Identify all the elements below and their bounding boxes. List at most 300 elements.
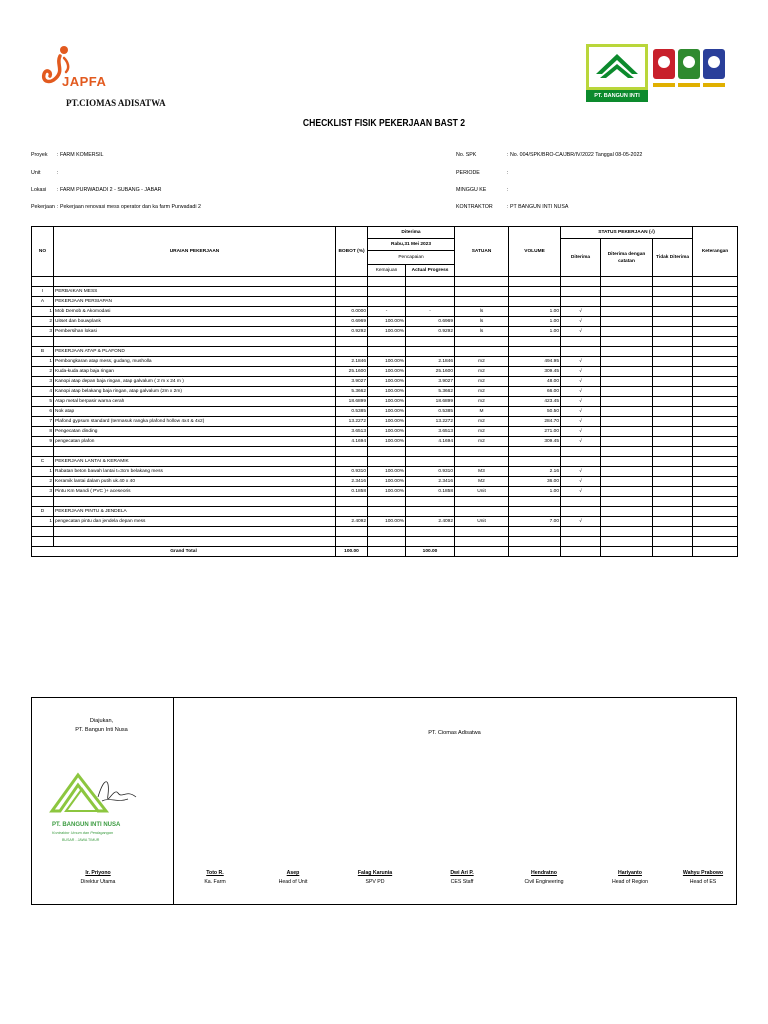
cell-no: 1 — [32, 307, 54, 317]
signatory-role: Ka. Farm — [204, 879, 226, 885]
cell-no: D — [32, 507, 54, 517]
table-row — [32, 517, 738, 527]
cell-bobot — [336, 527, 368, 537]
cell-volume: 1.00 — [509, 487, 561, 497]
cell-status-catatan — [601, 407, 653, 417]
cell-keterangan — [693, 527, 738, 537]
table-row — [32, 487, 738, 497]
cell-volume: 494.95 — [509, 357, 561, 367]
cell-kemajuan — [368, 447, 406, 457]
cell-kemajuan: 100.00% — [368, 477, 406, 487]
cell-kemajuan — [368, 337, 406, 347]
cell-actual: 3.6513 — [406, 427, 455, 437]
grand-total-label: Grand Total — [32, 547, 336, 557]
section-row — [32, 287, 738, 297]
blank-row — [32, 537, 738, 547]
cell-status-catatan — [601, 307, 653, 317]
cell-description — [54, 527, 336, 537]
cell-empty — [601, 547, 653, 557]
table-row — [32, 477, 738, 487]
signature-divider — [173, 698, 174, 904]
cell-volume: 1.00 — [509, 317, 561, 327]
cell-no: 1 — [32, 517, 54, 527]
cell-satuan: m2 — [455, 367, 509, 377]
table-header — [32, 227, 738, 277]
table-row — [32, 387, 738, 397]
cell-status-diterima: √ — [561, 307, 601, 317]
cell-actual: 13.2272 — [406, 417, 455, 427]
cell-no: 8 — [32, 427, 54, 437]
cell-satuan: ls — [455, 307, 509, 317]
cell-description: PEKERJAAN PINTU & JENDELA — [54, 507, 336, 517]
cell-keterangan — [693, 447, 738, 457]
cell-actual: - — [406, 307, 455, 317]
cell-status-tidak — [653, 357, 693, 367]
cell-satuan: m2 — [455, 437, 509, 447]
cell-actual — [406, 537, 455, 547]
cell-status-catatan — [601, 367, 653, 377]
cell-status-diterima — [561, 527, 601, 537]
cell-status-diterima: √ — [561, 377, 601, 387]
cell-bobot: 0.9292 — [336, 327, 368, 337]
cell-kemajuan — [368, 347, 406, 357]
cell-status-tidak — [653, 387, 693, 397]
cell-status-diterima — [561, 497, 601, 507]
cell-satuan: m2 — [455, 397, 509, 407]
submitted-label: Diajukan, — [89, 718, 114, 724]
cell-kemajuan: 100.00% — [368, 317, 406, 327]
cell-status-catatan — [601, 357, 653, 367]
table-row — [32, 357, 738, 367]
cell-actual — [406, 277, 455, 287]
cell-keterangan — [693, 317, 738, 327]
stamp-line-1: Kontraktor Umum dan Perdagangan — [52, 831, 113, 835]
cell-status-diterima: √ — [561, 397, 601, 407]
cell-actual: 25.1600 — [406, 367, 455, 377]
table-row — [32, 397, 738, 407]
cell-bobot — [336, 297, 368, 307]
cell-bobot: 18.6899 — [336, 397, 368, 407]
cell-description: PERBAIKAN MESS — [54, 287, 336, 297]
cell-kemajuan: 100.00% — [368, 327, 406, 337]
cell-actual — [406, 497, 455, 507]
cell-no: 6 — [32, 407, 54, 417]
cell-kemajuan: 100.00% — [368, 367, 406, 377]
cell-keterangan — [693, 507, 738, 517]
cell-status-catatan — [601, 377, 653, 387]
cell-actual — [406, 337, 455, 347]
cell-keterangan — [693, 297, 738, 307]
cell-actual — [406, 447, 455, 457]
cell-bobot: 0.9310 — [336, 467, 368, 477]
cell-volume: 423.45 — [509, 397, 561, 407]
cell-status-tidak — [653, 297, 693, 307]
blank-row — [32, 447, 738, 457]
cell-no: 7 — [32, 417, 54, 427]
cell-bobot: 25.1600 — [336, 367, 368, 377]
cell-bobot — [336, 447, 368, 457]
cell-keterangan — [693, 477, 738, 487]
cell-description: PEKERJAAN ATAP & PLAFOND — [54, 347, 336, 357]
grand-total-bobot: 100.00 — [336, 547, 368, 557]
cell-satuan: ls — [455, 317, 509, 327]
cell-kemajuan: 100.00% — [368, 387, 406, 397]
cell-keterangan — [693, 397, 738, 407]
signatory-name: Toto R. — [206, 870, 224, 876]
cell-keterangan — [693, 457, 738, 467]
contractor-logo-caption: PT. BANGUN INTI NUSA — [586, 90, 648, 102]
section-row — [32, 297, 738, 307]
cell-kemajuan: 100.00% — [368, 437, 406, 447]
cell-actual — [406, 457, 455, 467]
cell-no — [32, 447, 54, 457]
cell-status-tidak — [653, 347, 693, 357]
cell-volume — [509, 347, 561, 357]
cell-keterangan — [693, 417, 738, 427]
cell-kemajuan — [368, 277, 406, 287]
cell-actual — [406, 297, 455, 307]
cell-status-catatan — [601, 427, 653, 437]
signatory-role: Head of ES — [689, 879, 717, 885]
cell-status-catatan — [601, 317, 653, 327]
cell-bobot: 0.0000 — [336, 307, 368, 317]
cell-volume: 66.00 — [509, 387, 561, 397]
cell-description: Pembersihan lokasi — [54, 327, 336, 337]
cell-actual: 2.1846 — [406, 357, 455, 367]
cell-actual: 0.1858 — [406, 487, 455, 497]
info-value: : — [57, 170, 59, 176]
col-status-group: STATUS PEKERJAAN (√) — [561, 227, 693, 239]
cell-satuan: M3 — [455, 467, 509, 477]
signatory-role: Civil Engineering — [524, 879, 564, 885]
cell-satuan: Unit — [455, 517, 509, 527]
cell-no — [32, 537, 54, 547]
cell-actual: 0.6969 — [406, 317, 455, 327]
cell-kemajuan — [368, 287, 406, 297]
cell-bobot — [336, 347, 368, 357]
cell-status-diterima: √ — [561, 427, 601, 437]
cell-actual — [406, 287, 455, 297]
cell-status-catatan — [601, 537, 653, 547]
cell-satuan: M2 — [455, 477, 509, 487]
cell-volume: 309.45 — [509, 367, 561, 377]
cell-status-tidak — [653, 287, 693, 297]
cell-status-tidak — [653, 367, 693, 377]
cell-empty — [653, 547, 693, 557]
cell-volume: 50.50 — [509, 407, 561, 417]
cell-volume: 36.00 — [509, 477, 561, 487]
cell-status-catatan — [601, 527, 653, 537]
cell-satuan — [455, 347, 509, 357]
info-value: : — [507, 187, 509, 193]
info-label: Pekerjaan — [31, 204, 55, 210]
cell-no — [32, 337, 54, 347]
cell-keterangan — [693, 327, 738, 337]
cell-status-catatan — [601, 517, 653, 527]
cell-actual — [406, 527, 455, 537]
cell-satuan: m2 — [455, 357, 509, 367]
cell-description: Pintu Km Mandi ( PVC )+ aceseoris — [54, 487, 336, 497]
grand-total-actual: 100.00 — [406, 547, 455, 557]
cell-status-diterima — [561, 287, 601, 297]
cell-satuan — [455, 527, 509, 537]
cell-kemajuan — [368, 297, 406, 307]
cell-empty — [368, 547, 406, 557]
cell-kemajuan: 100.00% — [368, 417, 406, 427]
cell-status-tidak — [653, 307, 693, 317]
info-label: No. SPK — [456, 152, 477, 158]
cell-bobot: 5.3662 — [336, 387, 368, 397]
cell-satuan — [455, 297, 509, 307]
cell-description: Pembongkaran atap mess, gudang, musholla — [54, 357, 336, 367]
cell-bobot: 0.1858 — [336, 487, 368, 497]
col-pencapaian: Pencapaian — [368, 251, 455, 265]
cell-no: 3 — [32, 377, 54, 387]
cell-keterangan — [693, 367, 738, 377]
blank-row — [32, 337, 738, 347]
col-status-catatan: Diterima dengan catatan — [601, 239, 653, 277]
cell-status-catatan — [601, 477, 653, 487]
cell-kemajuan: 100.00% — [368, 357, 406, 367]
cell-bobot: 0.6969 — [336, 317, 368, 327]
cell-kemajuan: 100.00% — [368, 467, 406, 477]
cell-bobot: 0.5385 — [336, 407, 368, 417]
cell-status-tidak — [653, 327, 693, 337]
cell-status-diterima: √ — [561, 367, 601, 377]
col-kemajuan: Kemajuan — [368, 265, 406, 277]
cell-bobot: 3.6513 — [336, 427, 368, 437]
cell-kemajuan — [368, 537, 406, 547]
cell-description — [54, 537, 336, 547]
cell-bobot — [336, 537, 368, 547]
info-label: PERIODE — [456, 170, 480, 176]
cell-kemajuan — [368, 457, 406, 467]
cell-status-catatan — [601, 457, 653, 467]
document-title: CHECKLIST FISIK PEKERJAAN BAST 2 — [302, 117, 466, 129]
cell-satuan — [455, 507, 509, 517]
cell-description: Atap metal berpasir warna cerah — [54, 397, 336, 407]
cell-actual: 5.3662 — [406, 387, 455, 397]
cell-actual — [406, 507, 455, 517]
cell-volume: 48.00 — [509, 377, 561, 387]
cell-status-tidak — [653, 337, 693, 347]
info-value: : FARM KOMERSIL — [57, 152, 104, 158]
cell-bobot — [336, 277, 368, 287]
cell-satuan — [455, 277, 509, 287]
cell-no: I — [32, 287, 54, 297]
cell-status-catatan — [601, 417, 653, 427]
cell-no: 1 — [32, 467, 54, 477]
cell-kemajuan: 100.00% — [368, 517, 406, 527]
cell-no: 9 — [32, 437, 54, 447]
cell-status-diterima — [561, 277, 601, 287]
cell-kemajuan: 100.00% — [368, 427, 406, 437]
cell-volume — [509, 337, 561, 347]
signatory-name: Falag Karunia — [357, 870, 393, 876]
signatory-name: Hariyanto — [618, 870, 642, 876]
cell-status-tidak — [653, 517, 693, 527]
section-row — [32, 347, 738, 357]
stamp-company-name: PT. BANGUN INTI NUSA — [52, 822, 121, 828]
col-status-diterima: Diterima — [561, 239, 601, 277]
cell-kemajuan — [368, 497, 406, 507]
cell-status-tidak — [653, 417, 693, 427]
submitter-heading — [31, 717, 172, 735]
col-satuan: SATUAN — [455, 227, 509, 277]
cell-volume — [509, 527, 561, 537]
cell-description: Rabatan beton bawah lantai t=3cm belakang mess — [54, 467, 336, 477]
cell-status-tidak — [653, 467, 693, 477]
cell-status-catatan — [601, 397, 653, 407]
cell-status-tidak — [653, 277, 693, 287]
info-label: Proyek — [31, 152, 48, 158]
cell-no: B — [32, 347, 54, 357]
cell-no: 2 — [32, 477, 54, 487]
cell-no: 3 — [32, 327, 54, 337]
cell-status-tidak — [653, 447, 693, 457]
section-row — [32, 457, 738, 467]
cell-description — [54, 277, 336, 287]
cell-empty — [455, 547, 509, 557]
company-name: PT.CIOMAS ADISATWA — [66, 98, 166, 108]
cell-satuan: Unit — [455, 487, 509, 497]
cell-status-catatan — [601, 387, 653, 397]
cell-no: A — [32, 297, 54, 307]
signatory-name: Ir. Priyono — [85, 870, 111, 876]
cell-kemajuan: 100.00% — [368, 407, 406, 417]
cell-description — [54, 497, 336, 507]
cell-status-tidak — [653, 437, 693, 447]
cell-volume — [509, 287, 561, 297]
cell-no: C — [32, 457, 54, 467]
work-checklist-table — [31, 226, 738, 557]
table-row — [32, 407, 738, 417]
cell-status-diterima — [561, 347, 601, 357]
cell-keterangan — [693, 337, 738, 347]
cell-satuan — [455, 447, 509, 457]
cell-satuan: ls — [455, 327, 509, 337]
cell-kemajuan: 100.00% — [368, 397, 406, 407]
project-info — [31, 152, 737, 216]
certification-logos-icon — [652, 47, 728, 95]
cell-status-catatan — [601, 467, 653, 477]
cell-status-diterima: √ — [561, 357, 601, 367]
cell-no: 2 — [32, 367, 54, 377]
cell-satuan — [455, 337, 509, 347]
col-actual: Actual Progress — [406, 265, 455, 277]
signatory-name: Hendratno — [531, 870, 557, 876]
cell-status-catatan — [601, 497, 653, 507]
cell-description: PEKERJAAN PERSIAPAN — [54, 297, 336, 307]
cell-description: Pengecatan dinding — [54, 427, 336, 437]
cell-bobot: 2.1846 — [336, 357, 368, 367]
cell-volume — [509, 447, 561, 457]
cell-status-diterima: √ — [561, 417, 601, 427]
cell-description: Plafond gypsum standard (termasuk rangka plafond hollow 4x4 & 4x2) — [54, 417, 336, 427]
cell-keterangan — [693, 287, 738, 297]
cell-keterangan — [693, 357, 738, 367]
cell-bobot: 2.4092 — [336, 517, 368, 527]
submitter-company: PT. Bangun Inti Nusa — [75, 727, 128, 733]
cell-status-diterima: √ — [561, 437, 601, 447]
cell-no: 3 — [32, 487, 54, 497]
cell-satuan: M — [455, 407, 509, 417]
cell-keterangan — [693, 437, 738, 447]
info-value: : PT BANGUN INTI NUSA — [507, 204, 569, 210]
cell-volume — [509, 507, 561, 517]
grand-total-row — [32, 547, 738, 557]
cell-volume: 1.00 — [509, 327, 561, 337]
cell-satuan — [455, 497, 509, 507]
cell-kemajuan: 100.00% — [368, 377, 406, 387]
cell-bobot: 2.3416 — [336, 477, 368, 487]
company-stamp-icon — [48, 767, 140, 817]
cell-status-diterima: √ — [561, 477, 601, 487]
cell-keterangan — [693, 497, 738, 507]
signatory-name: Dwi Ari P. — [450, 870, 474, 876]
info-label: MINGGU KE — [456, 187, 487, 193]
signatory-role: Head of Unit — [278, 879, 308, 885]
cell-no — [32, 527, 54, 537]
cell-volume — [509, 457, 561, 467]
cell-satuan — [455, 457, 509, 467]
cell-bobot — [336, 287, 368, 297]
cell-description — [54, 447, 336, 457]
col-keterangan: Keterangan — [693, 227, 738, 277]
blank-row — [32, 527, 738, 537]
cell-empty — [509, 547, 561, 557]
signatory-role: CES Staff — [450, 879, 474, 885]
cell-satuan: m2 — [455, 377, 509, 387]
cell-volume — [509, 497, 561, 507]
info-label: KONTRAKTOR — [456, 204, 493, 210]
cell-keterangan — [693, 277, 738, 287]
cell-bobot: 4.1694 — [336, 437, 368, 447]
cell-status-diterima: √ — [561, 467, 601, 477]
col-date: Rabu,31 Mei 2023 — [368, 239, 455, 251]
cell-status-catatan — [601, 447, 653, 457]
cell-description: Kuda-kuda atap baja ringan — [54, 367, 336, 377]
cell-satuan — [455, 537, 509, 547]
info-label: Lokasi — [31, 187, 47, 193]
cell-satuan — [455, 287, 509, 297]
cell-status-tidak — [653, 427, 693, 437]
table-row — [32, 417, 738, 427]
cell-bobot — [336, 457, 368, 467]
cell-status-diterima — [561, 297, 601, 307]
cell-status-catatan — [601, 287, 653, 297]
company-logo-text: JAPFA — [62, 74, 107, 89]
cell-status-tidak — [653, 507, 693, 517]
cell-status-tidak — [653, 487, 693, 497]
cell-actual: 0.9310 — [406, 467, 455, 477]
cell-satuan: m2 — [455, 387, 509, 397]
cell-status-diterima: √ — [561, 317, 601, 327]
cell-keterangan — [693, 307, 738, 317]
signatory-role: Direktur Utama — [80, 879, 116, 885]
cell-actual: 2.3416 — [406, 477, 455, 487]
cell-status-tidak — [653, 527, 693, 537]
cell-volume: 7.00 — [509, 517, 561, 527]
cell-kemajuan — [368, 507, 406, 517]
cell-no: 5 — [32, 397, 54, 407]
cell-status-catatan — [601, 507, 653, 517]
col-diterima-group: Diterima — [368, 227, 455, 239]
col-uraian: URAIAN PEKERJAAN — [54, 227, 336, 277]
col-volume: VOLUME — [509, 227, 561, 277]
signatory-role: Head of Region — [611, 879, 649, 885]
cell-description — [54, 337, 336, 347]
